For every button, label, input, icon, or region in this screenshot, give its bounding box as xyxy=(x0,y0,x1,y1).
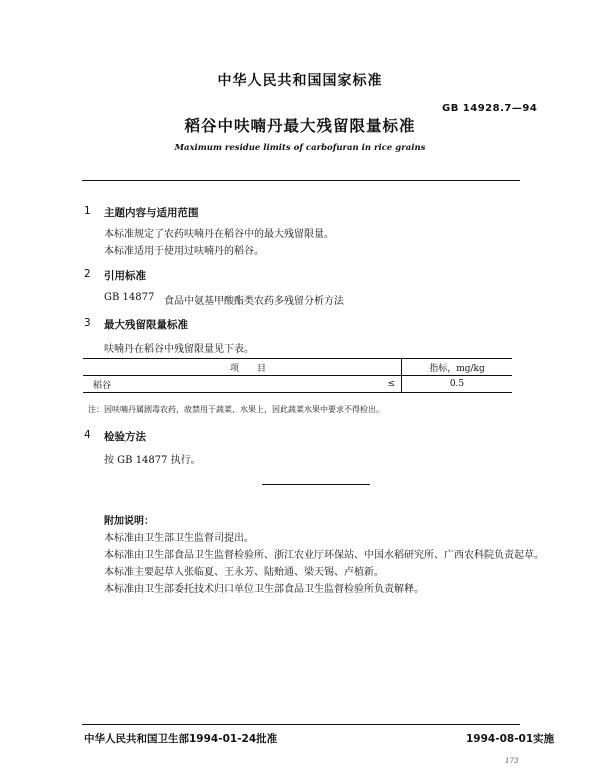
section-3-intro: 呋喃丹在稻谷中残留限量见下表。 xyxy=(104,344,254,355)
table-header-row xyxy=(83,359,512,376)
section-1-paragraph-2: 本标准适用于使用过呋喃丹的稻谷。 xyxy=(104,246,264,257)
section-4-title: 检验方法 xyxy=(104,431,146,443)
header-limit: 指标，mg/kg xyxy=(402,359,513,376)
implementation-date: 1994-08-01实施 xyxy=(466,733,555,745)
section-4-paragraph: 按 GB 14877 执行。 xyxy=(104,455,201,466)
notes-line-1: 本标准由卫生部卫生监督司提出。 xyxy=(104,533,254,544)
standard-number: GB 14928.7—94 xyxy=(442,103,538,114)
section-3-number: 3 xyxy=(84,317,91,329)
header-operator-blank xyxy=(359,359,402,376)
reference-code: GB 14877 xyxy=(104,292,155,303)
notes-title: 附加说明： xyxy=(104,516,154,527)
section-1-number: 1 xyxy=(84,205,91,217)
limits-table xyxy=(83,358,512,393)
section-1-title: 主题内容与适用范围 xyxy=(104,207,199,219)
notes-line-3: 本标准主要起草人张临夏、王永芳、陆贻通、梁天锡、卢植新。 xyxy=(104,567,384,578)
org-title: 中华人民共和国国家标准 xyxy=(217,73,383,89)
section-4-number: 4 xyxy=(84,429,91,441)
table-row xyxy=(83,376,512,393)
approval-line: 中华人民共和国卫生部1994-01-24批准 xyxy=(84,733,278,745)
row-item: 稻谷 xyxy=(83,376,359,393)
section-1-paragraph-1: 本标准规定了农药呋喃丹在稻谷中的最大残留限量。 xyxy=(104,229,334,240)
notes-line-4: 本标准由卫生部委托技术归口单位卫生部食品卫生监督检验所负责解释。 xyxy=(104,584,424,595)
section-2-title: 引用标准 xyxy=(104,270,146,282)
row-value: 0.5 xyxy=(402,376,513,393)
document-title: 稻谷中呋喃丹最大残留限量标准 xyxy=(184,117,416,135)
end-divider xyxy=(262,484,370,485)
section-3-title: 最大残留限量标准 xyxy=(104,319,188,331)
reference-title: 食品中氨基甲酸酯类农药多残留分析方法 xyxy=(164,296,344,307)
section-2-number: 2 xyxy=(84,268,91,280)
english-title: Maximum residue limits of carbofuran in rice grains xyxy=(174,143,426,153)
page-number: 173 xyxy=(505,757,519,765)
header-item: 项 目 xyxy=(83,359,359,376)
row-operator: ≤ xyxy=(359,376,402,393)
notes-line-2: 本标准由卫生部食品卫生监督检验所、浙江农业厅环保站、中国水稻研究所、广西农科院负责起草。 xyxy=(104,550,544,561)
footer-divider xyxy=(82,724,520,725)
table-note: 注：因呋喃丹属剧毒农药，故禁用于蔬菜、水果上，因此蔬菜水果中要求不得检出。 xyxy=(88,405,384,414)
header-divider xyxy=(82,180,520,181)
